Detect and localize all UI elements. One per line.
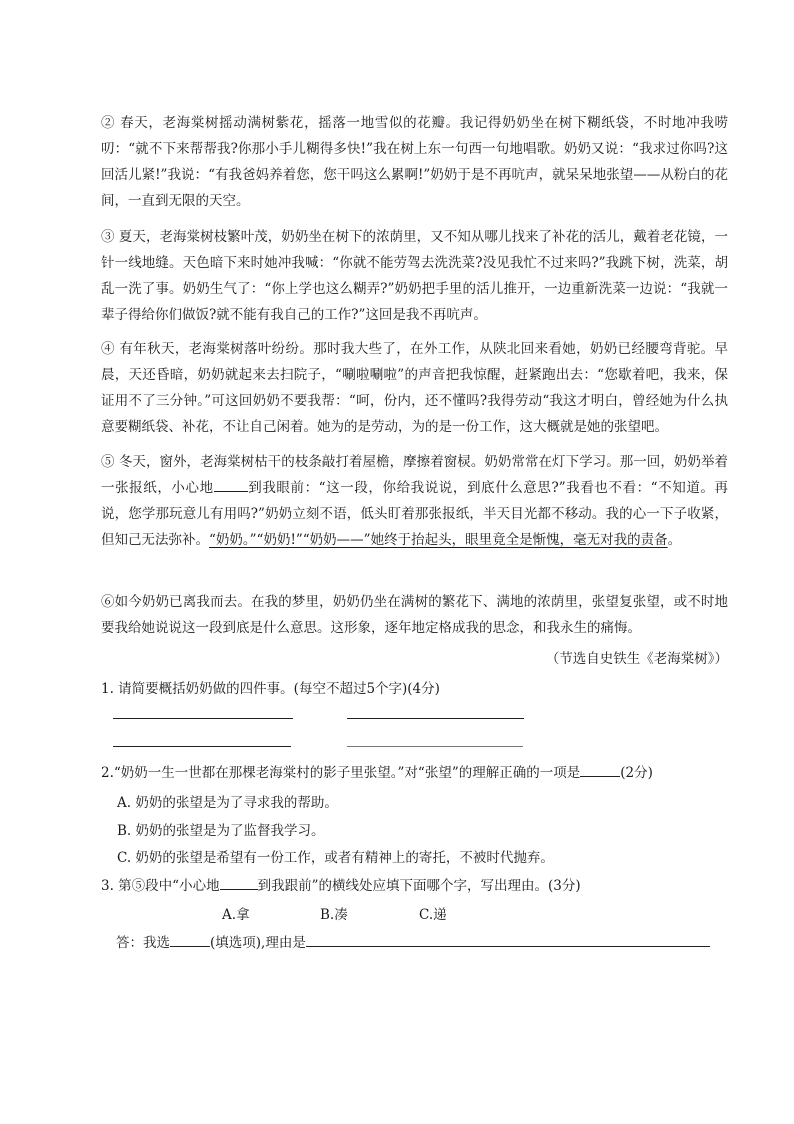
question-3-choice-blank[interactable] xyxy=(170,946,210,947)
question-3-option-a: A.拿 xyxy=(222,907,250,923)
paragraph-5-start: ⑤ 冬天，窗外，老海棠树枯干的枝条敲打着屋檐，摩擦着窗棂。奶奶常常在灯下学习。那一回，奶奶举着一张报纸，小心地 xyxy=(101,454,728,496)
question-1: 1. 请简要概括奶奶做的四件事。(每空不超过5个字)(4分) xyxy=(101,681,440,697)
question-3-reason-blank[interactable] xyxy=(306,946,710,947)
paragraph-5 xyxy=(101,449,728,553)
question-3-answer-label: 答：我选 xyxy=(116,935,170,951)
answer-line-4[interactable] xyxy=(347,746,523,747)
answer-line-2[interactable] xyxy=(347,718,524,719)
paragraph-5-middle: 到我眼前：“这一段，你给我说说，到底什么意思?”我看也不看：“不知道。再说，您学那玩意儿有用吗?”奶奶立刻不语，低头盯着那张报纸，半天目光都不移动。我的心一下子收紧，但知己无法弥补。 xyxy=(101,480,729,548)
question-3-option-c: C.递 xyxy=(419,907,447,923)
question-3-reason-label: (填选项),理由是 xyxy=(210,935,306,951)
answer-line-1[interactable] xyxy=(113,718,293,719)
question-2-points: (2分) xyxy=(620,765,653,781)
question-3 xyxy=(101,875,581,897)
question-3-blank xyxy=(220,889,258,890)
question-3-stem-start: 3. 第⑤段中“小心地 xyxy=(101,878,220,894)
question-2-option-a: A. 奶奶的张望是为了寻求我的帮助。 xyxy=(117,795,338,811)
source-citation: （节选自史铁生《老海棠树》） xyxy=(545,651,728,667)
question-3-stem-end: 到我跟前”的横线处应填下面哪个字，写出理由。(3分) xyxy=(257,878,581,894)
question-3-answer xyxy=(116,932,710,954)
question-2 xyxy=(101,762,653,784)
paragraph-6: ⑥如今奶奶已离我而去。在我的梦里，奶奶仍坐在满树的繁花下、满地的浓荫里，张望复张望，或不时地要我给她说说这一段到底是什么意思。这形象，逐年地定格成我的思念，和我永生的痛悔。 xyxy=(101,594,728,636)
question-2-blank[interactable] xyxy=(580,776,620,777)
question-3-option-b: B.凑 xyxy=(320,907,348,923)
answer-line-3[interactable] xyxy=(113,746,291,747)
question-2-stem: 2.“奶奶一生一世都在那棵老海棠村的影子里张望。”对“张望”的理解正确的一项是 xyxy=(101,765,581,781)
paragraph-3: ③ 夏天，老海棠树枝繁叶茂，奶奶坐在树下的浓荫里，又不知从哪儿找来了补花的活儿，戴着老花镜，一针一线地缝。天色暗下来时她冲我喊：“你就不能劳驾去洗洗菜?没见我忙不过来吗?”我跳下树，洗菜，胡乱一洗了事。奶奶生气了：“你上学也这么糊弄?”奶奶把手里的活儿推开，一边重新洗菜一边说：“我就一辈子得给你们做饭?就不能有我自己的工作?”这回是我不再吭声。 xyxy=(101,229,728,323)
question-2-option-b: B. 奶奶的张望是为了监督我学习。 xyxy=(117,823,325,839)
paragraph-5-blank xyxy=(214,491,248,492)
paragraph-5-underlined-sentence: “奶奶。”“奶奶!”“奶奶——”她终于抬起头，眼里竟全是惭愧，毫无对我的责备 xyxy=(209,532,668,548)
paragraph-2: ② 春天，老海棠树摇动满树紫花，摇落一地雪似的花瓣。我记得奶奶坐在树下糊纸袋，不时地冲我唠叨：“就不下来帮帮我?你那小手儿糊得多快!”我在树上东一句西一句地唱歌。奶奶又说：“我求过你吗?这回活儿紧!”我说：“有我爸妈养着您，您干吗这么累啊!”奶奶于是不再吭声，就呆呆地张望——从粉白的花间，一直到无限的天空。 xyxy=(101,115,728,209)
paragraph-4: ④ 有年秋天，老海棠树落叶纷纷。那时我大些了，在外工作，从陕北回来看她，奶奶已经腰弯背驼。早晨，天还昏暗，奶奶就起来去扫院子，“唰啦唰啦”的声音把我惊醒，赶紧跑出去：“您歇着吧，我来，保证用不了三分钟。”可这回奶奶不要我帮：“呵，份内，还不懂吗?我得劳动“我这才明白，曾经她为什么执意要糊纸袋、补花，不让自己闲着。她为的是劳动，为的是一份工作，这大概就是她的张望吧。 xyxy=(101,341,728,435)
paragraph-5-end: 。 xyxy=(667,532,682,548)
question-2-option-c: C. 奶奶的张望是希望有一份工作，或者有精神上的寄托，不被时代抛弃。 xyxy=(117,850,554,866)
